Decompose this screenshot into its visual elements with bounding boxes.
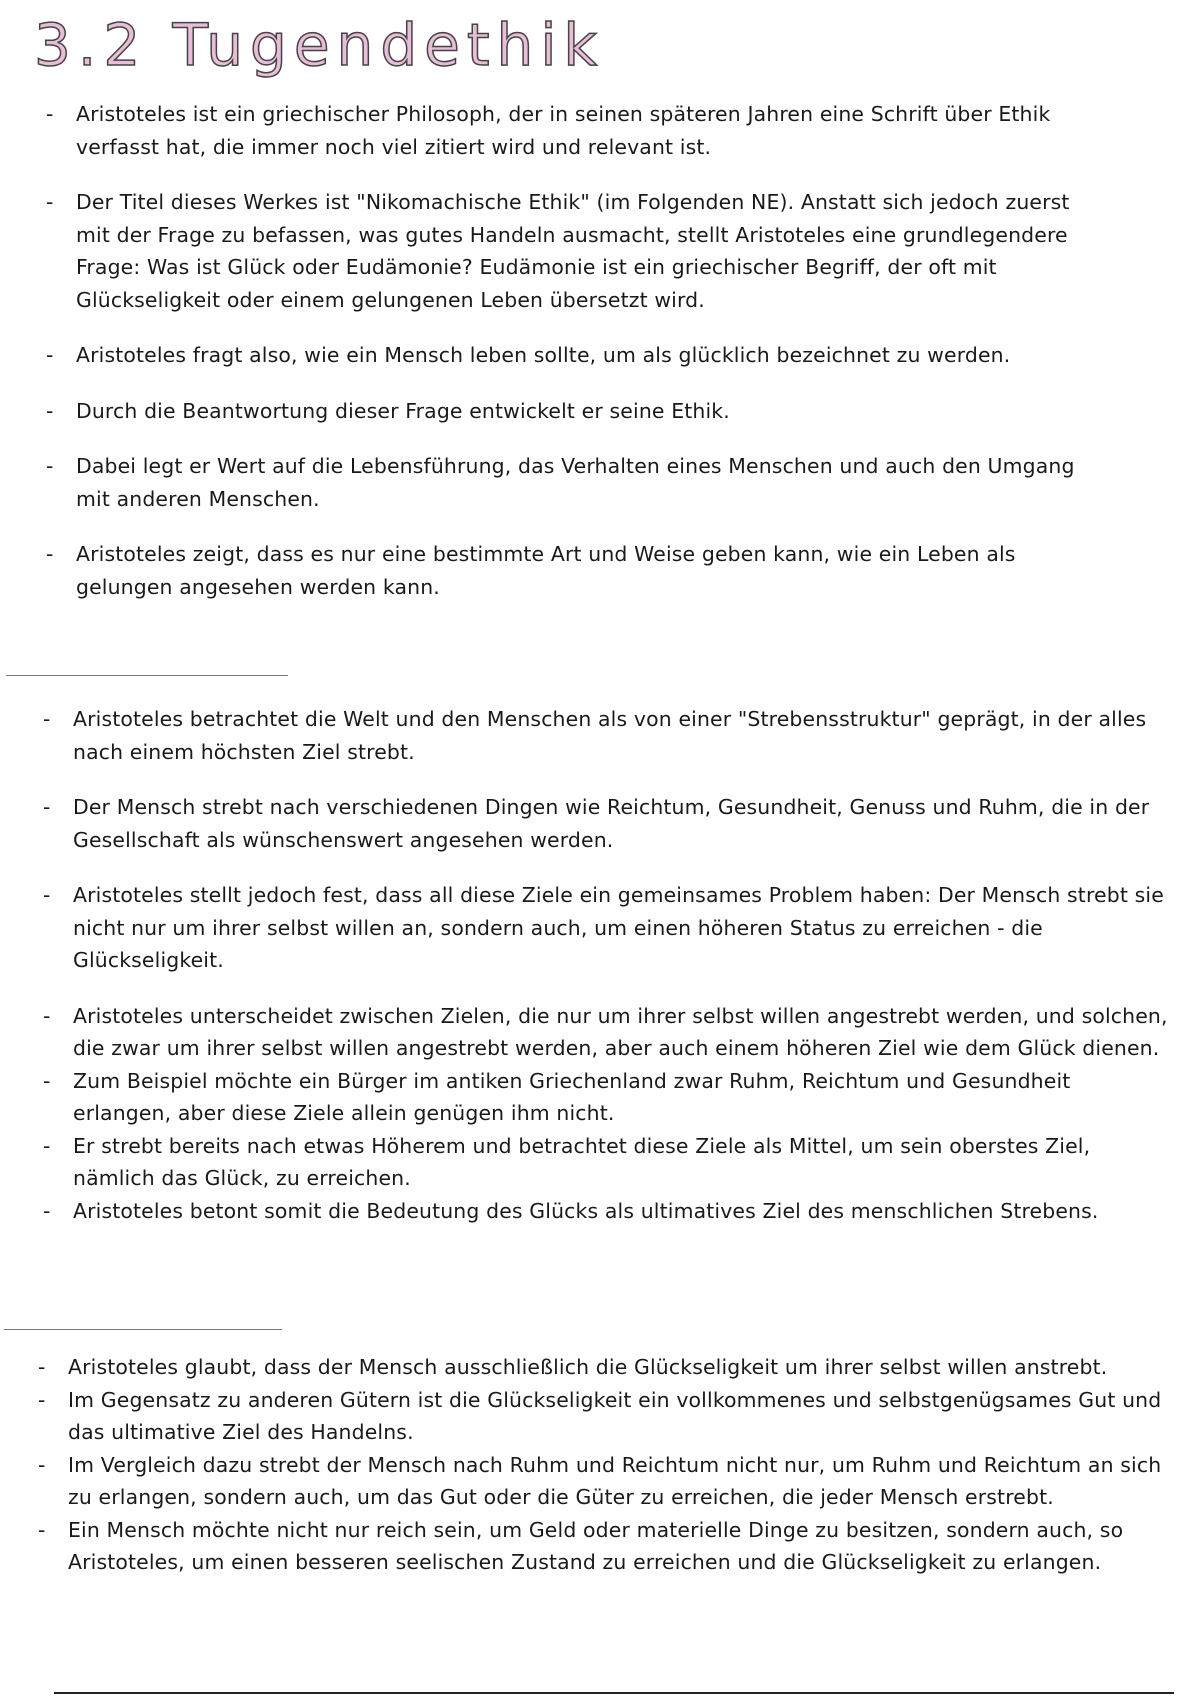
section-intro [46, 98, 1106, 603]
list-item [43, 1065, 1168, 1130]
list-item [46, 450, 1106, 515]
list-item [46, 538, 1106, 603]
bullet-dash: - [38, 1517, 46, 1542]
bullet-dash: - [46, 102, 54, 126]
item-text: Zum Beispiel möchte ein Bürger im antiken Griechenland zwar Ruhm, Reichtum und Gesundheit erlangen, aber diese Ziele allein genügen ihm nicht. [73, 1068, 1071, 1125]
list-item [38, 1384, 1173, 1449]
page-title: 3.2 Tugendethik [34, 11, 605, 79]
item-text: Im Vergleich dazu strebt der Mensch nach Ruhm und Reichtum nicht nur, um Ruhm und Reichtum an sich zu erlangen, sondern auch, um das Gut oder die Güter zu erreichen, die jeder Mensch erstrebt. [68, 1452, 1162, 1509]
bullet-dash: - [43, 707, 51, 731]
bullet-dash: - [38, 1452, 46, 1477]
bullet-dash: - [43, 1003, 51, 1028]
bullet-dash: - [43, 1068, 51, 1093]
item-text: Aristoteles glaubt, dass der Mensch ausschließlich die Glückseligkeit um ihrer selbst willen anstrebt. [68, 1355, 1108, 1379]
list-item [43, 1000, 1168, 1065]
bullet-dash: - [38, 1355, 46, 1379]
bullet-dash: - [38, 1387, 46, 1412]
item-text: Aristoteles ist ein griechischer Philosoph, der in seinen späteren Jahren eine Schrift über Ethik verfasst hat, die immer noch viel zitiert wird und relevant ist. [76, 102, 1051, 159]
item-text: Aristoteles betrachtet die Welt und den Menschen als von einer "Strebensstruktur" geprägt, in der alles nach einem höchsten Ziel strebt. [73, 707, 1147, 764]
item-text: Durch die Beantwortung dieser Frage entwickelt er seine Ethik. [76, 398, 730, 423]
bullet-dash: - [43, 795, 51, 819]
item-text: Aristoteles unterscheidet zwischen Zielen, die nur um ihrer selbst willen angestrebt werden, und solchen, die zwar um ihrer selbst willen angestrebt werden, aber auch einem höheren Ziel wie dem Glück dienen. [73, 1003, 1168, 1060]
list-item [43, 703, 1168, 768]
item-text: Aristoteles zeigt, dass es nur eine bestimmte Art und Weise geben kann, wie ein Leben als gelungen angesehen werden kann. [76, 542, 1016, 599]
section-strebensstruktur [43, 703, 1168, 1227]
list-item [46, 339, 1106, 372]
list-item [46, 186, 1106, 316]
bottom-divider [54, 1692, 1174, 1694]
item-text: Der Mensch strebt nach verschiedenen Dingen wie Reichtum, Gesundheit, Genuss und Ruhm, die in der Gesellschaft als wünschenswert angesehen werden. [73, 795, 1150, 852]
section-divider [6, 675, 288, 676]
item-text: Dabei legt er Wert auf die Lebensführung, das Verhalten eines Menschen und auch den Umgang mit anderen Menschen. [76, 454, 1075, 511]
bullet-dash: - [46, 454, 54, 478]
bullet-dash: - [43, 1133, 51, 1158]
list-item [43, 791, 1168, 856]
item-text: Er strebt bereits nach etwas Höherem und betrachtet diese Ziele als Mittel, um sein oberstes Ziel, nämlich das Glück, zu erreichen. [73, 1133, 1091, 1190]
bullet-dash: - [43, 883, 51, 907]
list-item [46, 98, 1106, 163]
bullet-dash: - [46, 343, 54, 367]
item-text: Der Titel dieses Werkes ist "Nikomachische Ethik" (im Folgenden NE). Anstatt sich jedoch zuerst mit der Frage zu befassen, was gutes Handeln ausmacht, stellt Aristoteles eine grundlegendere Frage: Was ist Glück oder Eudämonie? Eudämonie ist ein griechischer Begriff, der oft mit Glückseligkeit oder einem gelungenen Leben übersetzt wird. [76, 190, 1070, 312]
section-glueckseligkeit [38, 1351, 1173, 1579]
item-text: Aristoteles betont somit die Bedeutung des Glücks als ultimatives Ziel des menschlichen Strebens. [73, 1198, 1099, 1223]
item-text: Im Gegensatz zu anderen Gütern ist die Glückseligkeit ein vollkommenes und selbstgenügsames Gut und das ultimative Ziel des Handelns. [68, 1387, 1162, 1444]
list-item [43, 1130, 1168, 1195]
bullet-dash: - [46, 190, 54, 214]
item-text: Ein Mensch möchte nicht nur reich sein, um Geld oder materielle Dinge zu besitzen, sondern auch, so Aristoteles, um einen besseren seelischen Zustand zu erreichen und die Glückseligkeit zu erlangen. [68, 1517, 1124, 1574]
bullet-dash: - [46, 542, 54, 566]
section-divider [4, 1329, 282, 1330]
list-item [38, 1449, 1173, 1514]
list-item [43, 1195, 1168, 1228]
bullet-dash: - [43, 1198, 51, 1223]
bullet-dash: - [46, 398, 54, 423]
list-item [38, 1514, 1173, 1579]
list-item [46, 395, 1106, 428]
list-item [38, 1351, 1173, 1384]
item-text: Aristoteles stellt jedoch fest, dass all diese Ziele ein gemeinsames Problem haben: Der Mensch strebt sie nicht nur um ihrer selbst willen an, sondern auch, um einen höheren Status zu erreichen - die Glückseligkeit. [73, 883, 1164, 972]
item-text: Aristoteles fragt also, wie ein Mensch leben sollte, um als glücklich bezeichnet zu werden. [76, 343, 1011, 367]
list-item [43, 879, 1168, 977]
